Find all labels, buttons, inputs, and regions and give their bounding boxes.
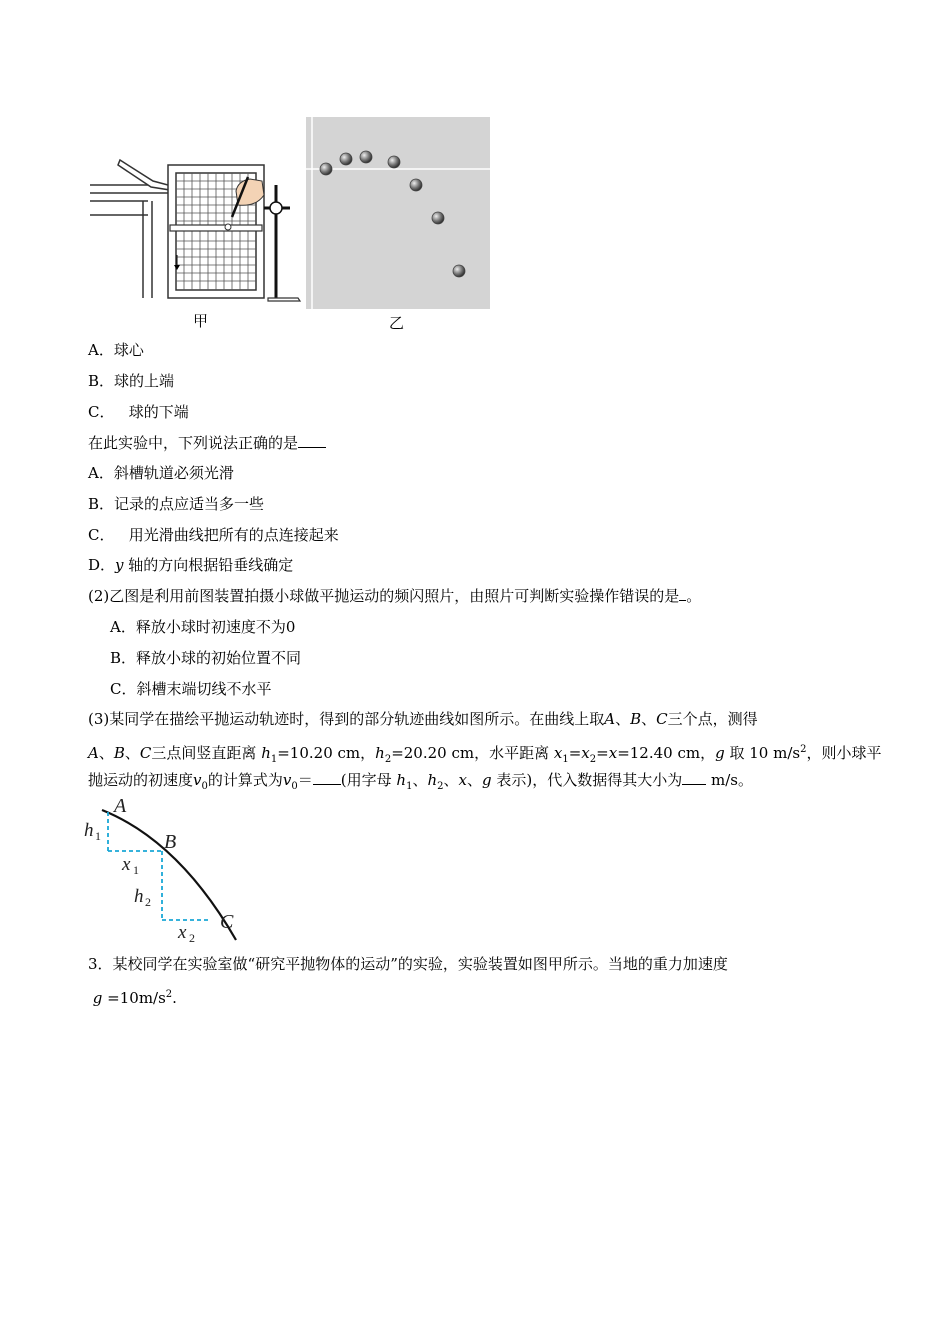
q1-option-b: B．球的上端 xyxy=(88,372,175,390)
q2-option-a: A．释放小球时初速度不为0 xyxy=(110,618,296,636)
label-x2: x xyxy=(178,922,187,943)
q1-option-a: A．球心 xyxy=(88,341,144,359)
label-h2: h xyxy=(134,886,144,907)
svg-text:2: 2 xyxy=(145,895,151,909)
figure-caption-left: 甲 xyxy=(193,312,209,330)
figure-caption-right: 乙 xyxy=(389,314,405,332)
svg-text:2: 2 xyxy=(189,931,195,945)
label-h1: h xyxy=(84,820,94,841)
q4-line-2: $g =10m/s^2$. xyxy=(92,989,177,1007)
apparatus-figure xyxy=(88,115,498,335)
label-x1: x xyxy=(122,854,131,875)
q3-line-3: 抛运动的初速度$v_0$的计算式为$v_0=$ (用字母 $h_1$、$h_2$、x、g 表示)，代入数据得其大小为 m/s。 xyxy=(88,771,754,792)
svg-text:1: 1 xyxy=(95,829,101,843)
q1b-option-a: A．斜槽轨道必须光滑 xyxy=(88,464,234,482)
q2-option-c: C．斜槽末端切线不水平 xyxy=(110,680,272,698)
q1b-prompt: 在此实验中，下列说法正确的是 xyxy=(88,433,326,453)
label-a: A xyxy=(114,796,127,817)
label-c: C xyxy=(220,911,234,933)
q1b-option-c: C． 用光滑曲线把所有的点连接起来 xyxy=(88,526,339,544)
label-b: B xyxy=(164,831,177,853)
q1b-option-b: B．记录的点应适当多一些 xyxy=(88,495,265,513)
q3-line-1: (3)某同学在描绘平抛运动轨迹时，得到的部分轨迹曲线如图所示。在曲线上取A、B、C三个点，测得 xyxy=(88,710,758,728)
q2-option-b: B．释放小球的初始位置不同 xyxy=(110,649,302,667)
q1b-option-d: D．y 轴的方向根据铅垂线确定 xyxy=(88,556,294,574)
q3-line-2: A、B、C三点间竖直距离 $h_1=10.20$ cm，$h_2=20.20$ cm，水平距离 $x_1=x_2=x=12.40$ cm，g 取 10 $m/s^2$，则小球平 xyxy=(88,744,882,765)
q1-option-c: C． 球的下端 xyxy=(88,403,189,421)
q2-prompt: (2)乙图是利用前图装置拍摄小球做平抛运动的频闪照片，由照片可判断实验操作错误的是 。 xyxy=(88,587,702,605)
q4-line-1: 3．某校同学在实验室做“研究平抛物体的运动”的实验，实验装置如图甲所示。当地的重力加速度 xyxy=(88,955,728,973)
trajectory-figure xyxy=(84,796,244,946)
svg-text:1: 1 xyxy=(133,863,139,877)
